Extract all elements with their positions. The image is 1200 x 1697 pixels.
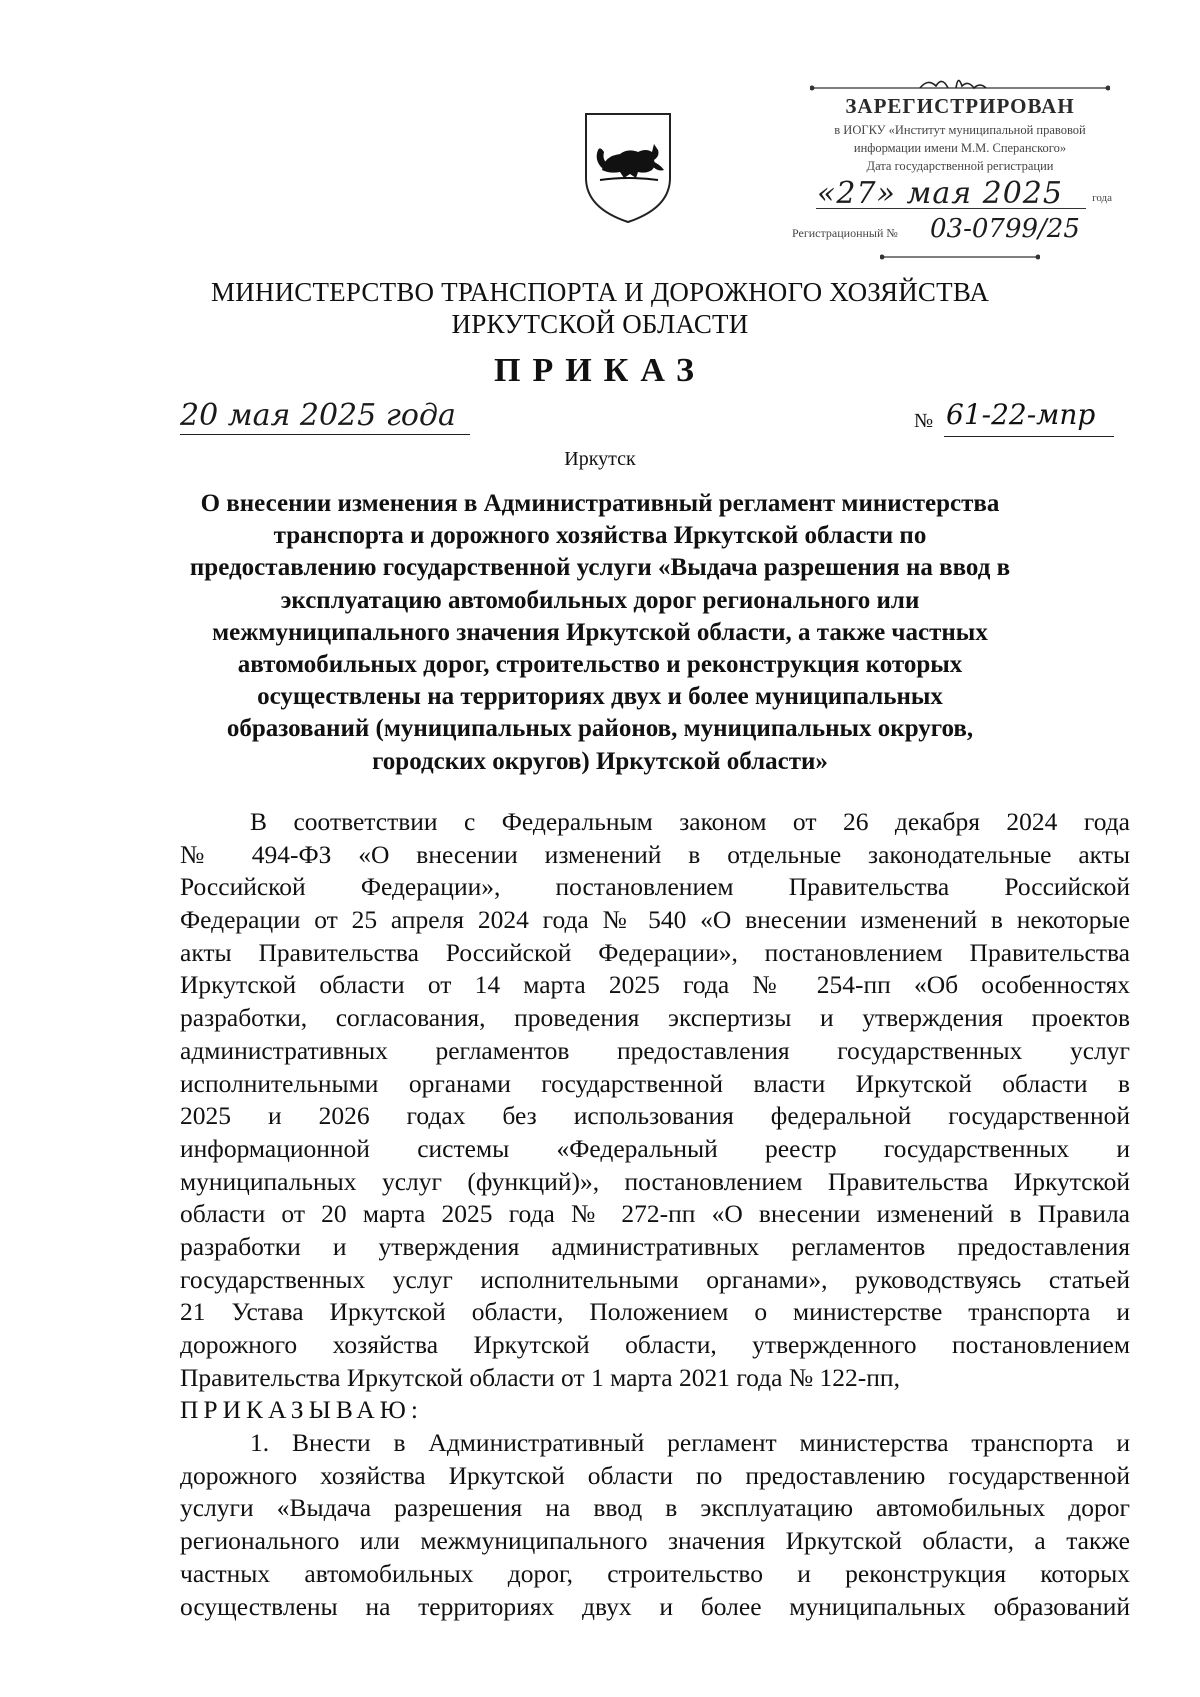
- stamp-bottom-line: [880, 252, 1040, 262]
- order-number-value: 61-22-мпр: [946, 398, 1096, 431]
- stamp-registration-date-label: Дата государственной регистрации: [866, 159, 1054, 173]
- stamp-reg-label: Регистрационный №: [792, 226, 898, 240]
- body-line: Российской Федерации», постановлением Правительства Российской: [180, 872, 1130, 902]
- body-line: информационной системы «Федеральный реестр государственных и: [180, 1133, 1130, 1163]
- order-date-underline: [180, 434, 470, 435]
- order-body: [180, 806, 1130, 1623]
- body-line: исполнительными органами государственной власти Иркутской области в: [180, 1068, 1130, 1098]
- number-sign: №: [914, 410, 934, 432]
- body-line: дорожного хозяйства Иркутской области, утвержденного постановлением: [180, 1330, 1130, 1359]
- subject-line: межмуниципального значения Иркутской области, а также частных: [212, 618, 988, 646]
- order-date: 20 мая 2025 года: [180, 398, 456, 433]
- subject-line: автомобильных дорог, строительство и реконструкция которых: [237, 651, 963, 679]
- subject-line: предоставлению государственной услуги «Выдача разрешения на ввод в: [189, 554, 1011, 582]
- stamp-year-word: года: [1092, 192, 1112, 204]
- coat-of-arms-icon: [580, 108, 676, 226]
- body-line: частных автомобильных дорог, строительство и реконструкция которых: [180, 1558, 1130, 1588]
- body-line: услуги «Выдача разрешения на ввод в эксплуатацию автомобильных дорог: [180, 1493, 1130, 1523]
- subject-line: эксплуатацию автомобильных дорог регионального или: [280, 586, 920, 614]
- ministry-name-line2: ИРКУТСКОЙ ОБЛАСТИ: [451, 309, 749, 339]
- body-line: дорожного хозяйства Иркутской области по предоставлению государственной: [180, 1460, 1130, 1490]
- ministry-name-line1: МИНИСТЕРСТВО ТРАНСПОРТА И ДОРОЖНОГО ХОЗЯЙСТВА: [210, 277, 990, 307]
- stamp-reg-row: [780, 214, 1140, 246]
- body-line: административных регламентов предоставления государственных услуг: [180, 1035, 1130, 1065]
- subject-line: осуществлены на территориях двух и более муниципальных: [257, 683, 943, 711]
- registration-stamp: [780, 56, 1140, 266]
- body-line: В соответствии с Федеральным законом от 26 декабря 2024 года: [250, 807, 1130, 836]
- body-line: осуществлены на территориях двух и более муниципальных образований: [180, 1591, 1130, 1621]
- body-line: 1. Внести в Административный регламент министерства транспорта и: [250, 1428, 1130, 1458]
- order-subject: [150, 488, 1050, 778]
- subject-line: образований (муниципальных районов, муниципальных округов,: [226, 715, 974, 743]
- stamp-registration-date: «27» мая 2025: [817, 176, 1063, 211]
- prikazyvayu-word: ПРИКАЗЫВАЮ:: [180, 1395, 423, 1425]
- body-line: Федерации от 25 апреля 2024 года № 540 «О внесении изменений в некоторые: [180, 905, 1130, 935]
- stamp-date-underline: [816, 208, 1086, 209]
- stamp-date-row: [800, 176, 1120, 210]
- signature-mark: [810, 74, 1110, 94]
- order-number-underline: [944, 436, 1114, 437]
- stamp-institution-line: в ИОГКУ «Институт муниципальной правовой: [834, 123, 1086, 137]
- subject-line: транспорта и дорожного хозяйства Иркутской области по: [273, 522, 927, 550]
- body-line: № 494-ФЗ «О внесении изменений в отдельные законодательные акты: [180, 839, 1130, 869]
- stamp-institution-name: информации имени М.М. Сперанского»: [853, 141, 1067, 155]
- body-line: регионального или межмуниципального значения Иркутской области, а также: [180, 1526, 1130, 1556]
- body-line: 2025 и 2026 годах без использования федеральной государственной: [180, 1101, 1130, 1131]
- body-line: государственных услуг исполнительными органами», руководствуясь статьей: [180, 1264, 1130, 1294]
- stamp-title: ЗАРЕГИСТРИРОВАН: [845, 94, 1075, 118]
- order-title: ПРИКАЗ: [494, 352, 706, 389]
- body-line: разработки, согласования, проведения экспертизы и утверждения проектов: [180, 1003, 1130, 1033]
- stamp-reg-number: 03-0799/25: [930, 214, 1080, 244]
- city: Иркутск: [564, 448, 636, 470]
- body-line: 21 Устава Иркутской области, Положением о министерстве транспорта и: [180, 1297, 1130, 1327]
- body-line: Иркутской области от 14 марта 2025 года № 254-пп «Об особенностях: [180, 970, 1130, 1000]
- body-line: акты Правительства Российской Федерации», постановлением Правительства: [180, 937, 1130, 967]
- body-line: муниципальных услуг (функций)», постановлением Правительства Иркутской: [180, 1166, 1130, 1196]
- subject-line: городских округов) Иркутской области»: [372, 747, 828, 775]
- subject-line: О внесении изменения в Административный регламент министерства: [200, 490, 1000, 517]
- body-line: Правительства Иркутской области от 1 марта 2021 года № 122-пп,: [180, 1362, 900, 1392]
- body-line: разработки и утверждения административных регламентов предоставления: [180, 1231, 1130, 1261]
- body-line: области от 20 марта 2025 года № 272-пп «О внесении изменений в Правила: [180, 1199, 1130, 1229]
